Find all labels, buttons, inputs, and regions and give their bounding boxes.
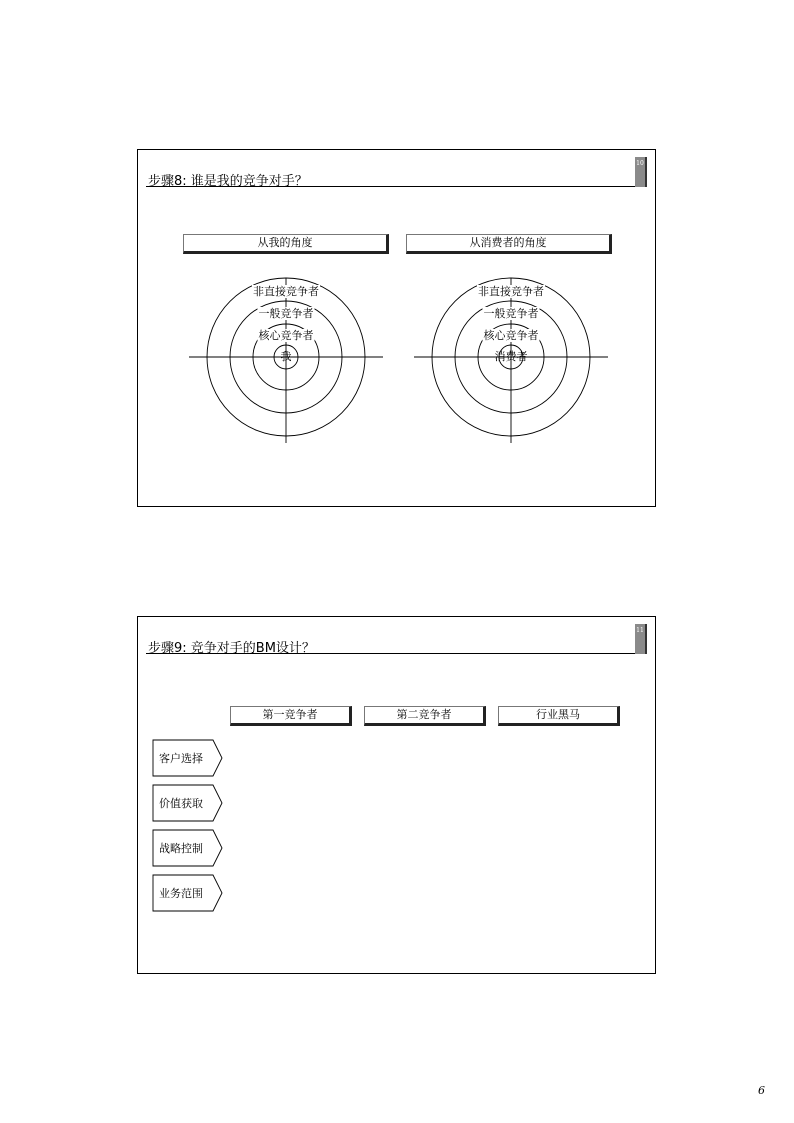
row-label-value-capture — [152, 784, 222, 822]
column-header-second: 第二竞争者 — [364, 706, 486, 726]
ring-label-general: 一般竞争者 — [258, 307, 314, 320]
column-header-first: 第一竞争者 — [230, 706, 352, 726]
left-target-diagram — [181, 275, 391, 465]
left-diagram-header: 从我的角度 — [183, 234, 389, 254]
slide-competitors — [137, 149, 656, 507]
right-diagram-header: 从消费者的角度 — [406, 234, 612, 254]
column-header-dark-horse: 行业黑马 — [498, 706, 620, 726]
page-number: 6 — [758, 1084, 765, 1097]
center-label: 消费者 — [494, 350, 528, 363]
row-label-text: 价值获取 — [159, 797, 203, 810]
row-label-text: 战略控制 — [159, 842, 203, 855]
title-underline — [146, 186, 636, 187]
row-label-business-scope — [152, 874, 222, 912]
target-rings — [181, 275, 391, 465]
row-label-customer-selection — [152, 739, 222, 777]
title-underline — [146, 653, 636, 654]
ring-label-indirect: 非直接竞争者 — [478, 285, 544, 298]
slide-number-tab: 11 — [635, 624, 647, 654]
row-label-text: 业务范围 — [159, 887, 203, 900]
ring-label-core: 核心竞争者 — [483, 329, 539, 342]
slide-number-tab: 10 — [635, 157, 647, 187]
slide-title: 步骤9: 竞争对手的BM设计？ — [148, 641, 315, 656]
slide-title: 步骤8: 谁是我的竞争对手？ — [148, 174, 308, 189]
slide-bm-design — [137, 616, 656, 974]
right-target-diagram — [406, 275, 616, 465]
ring-label-indirect: 非直接竞争者 — [253, 285, 319, 298]
center-label: 我 — [280, 350, 292, 363]
target-rings — [406, 275, 616, 465]
ring-label-general: 一般竞争者 — [483, 307, 539, 320]
row-label-strategic-control — [152, 829, 222, 867]
ring-label-core: 核心竞争者 — [258, 329, 314, 342]
row-label-text: 客户选择 — [159, 752, 203, 765]
